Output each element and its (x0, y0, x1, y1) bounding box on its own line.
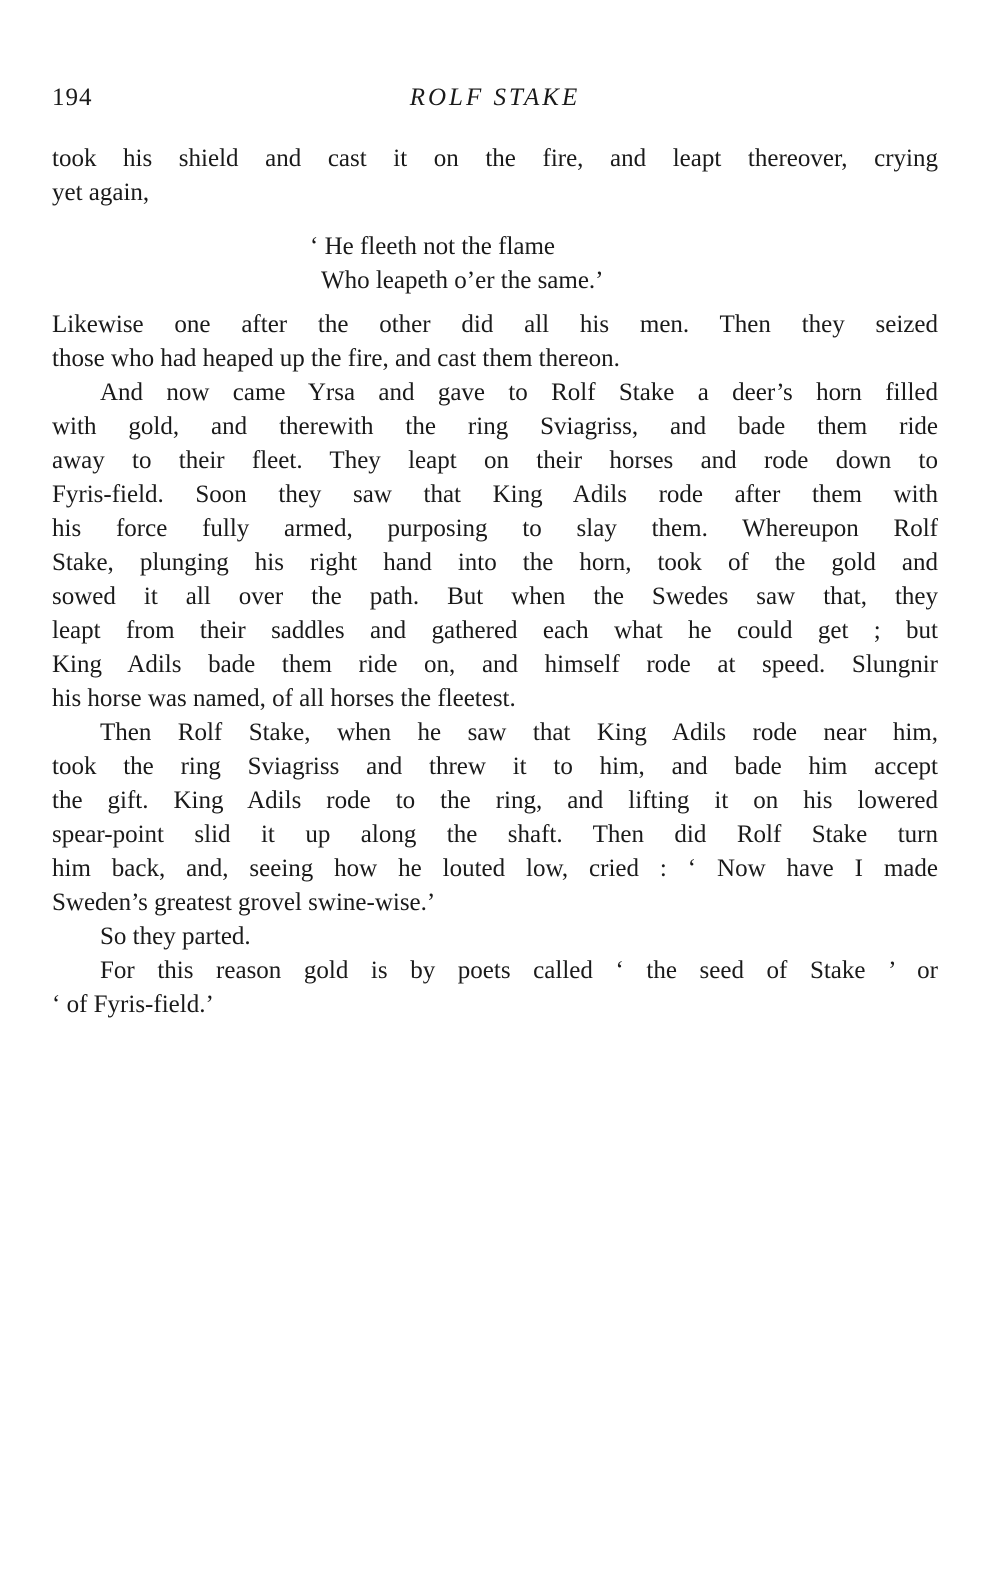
opening-paragraph (52, 142, 938, 210)
verse-quote (310, 230, 604, 298)
text-line: with gold, and therewith the ring Sviagriss, and bade them ride (52, 413, 938, 440)
verse-line: ‘ He fleeth not the flame (310, 233, 556, 260)
paragraph (52, 308, 938, 376)
text-line: Fyris-field. Soon they saw that King Adils rode after them with (52, 481, 938, 508)
running-title: ROLF STAKE (409, 84, 581, 111)
text-line: Sweden’s greatest grovel swine-wise.’ (52, 889, 436, 916)
text-line: For this reason gold is by poets called ‘ the seed of Stake ’ or (100, 957, 938, 984)
verse-line: Who leapeth o’er the same.’ (321, 267, 604, 294)
text-line: yet again, (52, 179, 150, 206)
paragraph (52, 376, 938, 716)
text-line: And now came Yrsa and gave to Rolf Stake a deer’s horn filled (100, 379, 938, 406)
page-number: 194 (52, 84, 93, 111)
text-line: So they parted. (100, 923, 251, 950)
text-line: Then Rolf Stake, when he saw that King Adils rode near him, (100, 719, 938, 746)
text-line: his horse was named, of all horses the fleetest. (52, 685, 516, 712)
text-line: spear-point slid it up along the shaft. Then did Rolf Stake turn (52, 821, 938, 848)
text-line: the gift. King Adils rode to the ring, and lifting it on his lowered (52, 787, 938, 814)
text-line: those who had heaped up the fire, and cast them thereon. (52, 345, 620, 372)
text-line: took the ring Sviagriss and threw it to him, and bade him accept (52, 753, 938, 780)
text-line: took his shield and cast it on the fire, and leapt thereover, crying (52, 145, 938, 172)
text-line: ‘ of Fyris-field.’ (52, 991, 214, 1018)
text-line: Likewise one after the other did all his men. Then they seized (52, 311, 938, 338)
text-line: away to their fleet. They leapt on their horses and rode down to (52, 447, 938, 474)
text-line: King Adils bade them ride on, and himself rode at speed. Slungnir (52, 651, 938, 678)
text-line: his force fully armed, purposing to slay them. Whereupon Rolf (52, 515, 938, 542)
paragraph (52, 920, 938, 954)
text-line: sowed it all over the path. But when the Swedes saw that, they (52, 583, 938, 610)
text-line: Stake, plunging his right hand into the horn, took of the gold and (52, 549, 938, 576)
text-line: him back, and, seeing how he louted low, cried : ‘ Now have I made (52, 855, 938, 882)
main-text (52, 308, 938, 1022)
text-line: leapt from their saddles and gathered each what he could get ; but (52, 617, 938, 644)
paragraph (52, 954, 938, 1022)
paragraph (52, 716, 938, 920)
page-header (52, 84, 938, 116)
